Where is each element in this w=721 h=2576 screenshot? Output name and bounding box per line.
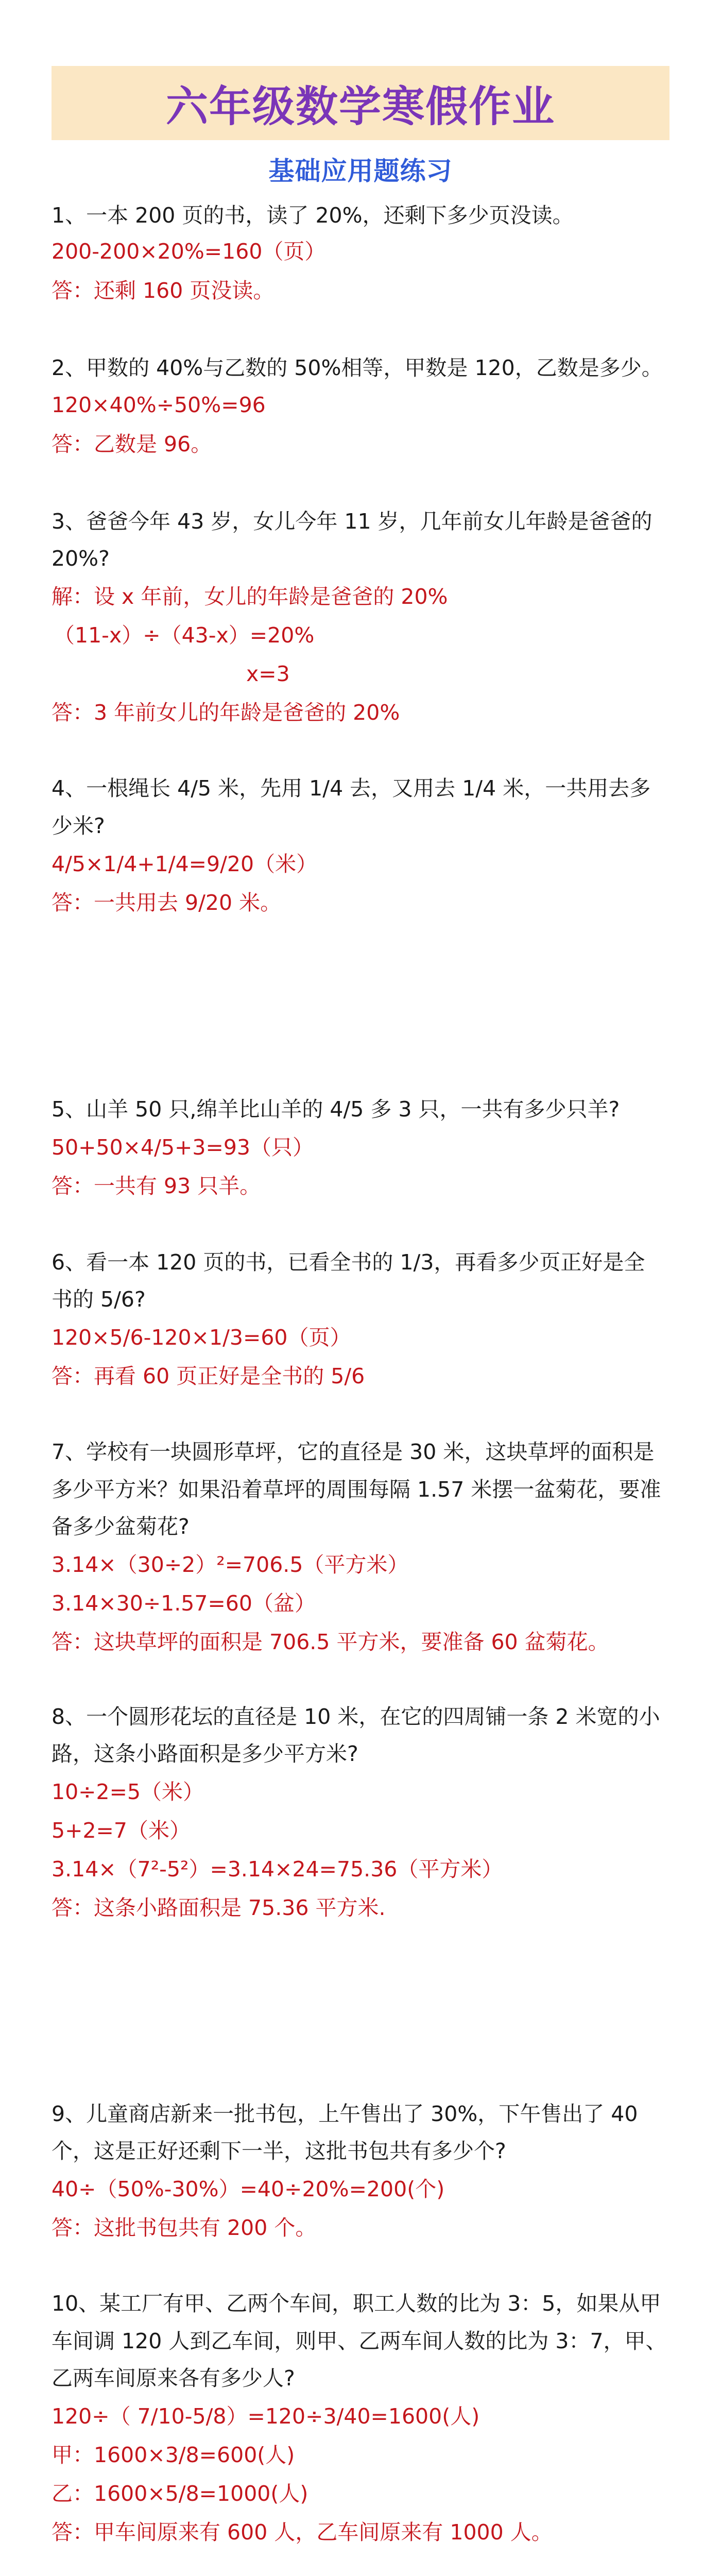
problem-9-solution-line-2: 答：这批书包共有 200 个。 bbox=[52, 2215, 317, 2240]
problem-8-solution-line-3: 3.14×（7²-5²）=3.14×24=75.36（平方米） bbox=[52, 1857, 503, 1882]
problem-3-solution-line-3: x=3 bbox=[246, 662, 290, 686]
problem-5-solution-line-1: 50+50×4/5+3=93（只） bbox=[52, 1135, 314, 1160]
problem-7-question-line-1: 7、学校有一块圆形草坪，它的直径是 30 米，这块草坪的面积是 bbox=[52, 1439, 655, 1464]
problem-9-question-line-1: 9、儿童商店新来一批书包，上午售出了 30%，下午售出了 40 bbox=[52, 2102, 638, 2126]
problem-6-question-line-1: 6、看一本 120 页的书，已看全书的 1/3，再看多少页正好是全 bbox=[52, 1250, 645, 1275]
problem-10-solution-line-3: 乙：1600×5/8=1000(人) bbox=[52, 2481, 308, 2506]
page-subtitle: 基础应用题练习 bbox=[268, 156, 453, 186]
problem-7-solution-line-1: 3.14×（30÷2）²=706.5（平方米） bbox=[52, 1552, 409, 1577]
problem-8-question-line-2: 路，这条小路面积是多少平方米? bbox=[52, 1741, 358, 1766]
problem-3-question-line-1: 3、爸爸今年 43 岁，女儿今年 11 岁，几年前女儿年龄是爸爸的 bbox=[52, 509, 653, 534]
problem-7-question-line-3: 备多少盆菊花? bbox=[52, 1514, 190, 1539]
problem-10-solution-line-2: 甲：1600×3/8=600(人) bbox=[52, 2443, 295, 2467]
problem-8-question-line-1: 8、一个圆形花坛的直径是 10 米，在它的四周铺一条 2 米宽的小 bbox=[52, 1704, 660, 1729]
problem-8-solution-line-2: 5+2=7（米） bbox=[52, 1818, 191, 1843]
problem-6-solution-line-1: 120×5/6-120×1/3=60（页） bbox=[52, 1325, 351, 1350]
problem-4-question-line-2: 少米? bbox=[52, 814, 105, 838]
problem-8-solution-line-1: 10÷2=5（米） bbox=[52, 1780, 204, 1804]
problem-2-solution-line-1: 120×40%÷50%=96 bbox=[52, 393, 266, 417]
problem-7-solution-line-2: 3.14×30÷1.57=60（盆） bbox=[52, 1591, 316, 1616]
problem-1-solution-line-1: 200-200×20%=160（页） bbox=[52, 239, 326, 264]
problem-2-question-line-1: 2、甲数的 40%与乙数的 50%相等，甲数是 120，乙数是多少。 bbox=[52, 355, 663, 380]
problem-1-solution-line-2: 答：还剩 160 页没读。 bbox=[52, 278, 274, 303]
problem-4-question-line-1: 4、一根绳长 4/5 米，先用 1/4 去，又用去 1/4 米，一共用去多 bbox=[52, 776, 651, 801]
problem-10-question-line-1: 10、某工厂有甲、乙两个车间，职工人数的比为 3：5，如果从甲 bbox=[52, 2291, 661, 2316]
problem-8-solution-line-4: 答：这条小路面积是 75.36 平方米. bbox=[52, 1895, 386, 1920]
problem-5-solution-line-2: 答：一共有 93 只羊。 bbox=[52, 1174, 261, 1198]
problem-3-solution-line-2: （11-x）÷（43-x）=20% bbox=[54, 623, 315, 648]
problem-10-question-line-2: 车间调 120 人到乙车间，则甲、乙两车间人数的比为 3：7，甲、 bbox=[52, 2329, 667, 2353]
problem-9-question-line-2: 个，这是正好还剩下一半，这批书包共有多少个? bbox=[52, 2139, 506, 2163]
problem-4-solution-line-1: 4/5×1/4+1/4=9/20（米） bbox=[52, 852, 318, 876]
problem-6-solution-line-2: 答：再看 60 页正好是全书的 5/6 bbox=[52, 1364, 365, 1388]
problem-7-solution-line-3: 答：这块草坪的面积是 706.5 平方米，要准备 60 盆菊花。 bbox=[52, 1630, 609, 1654]
problem-9-solution-line-1: 40÷（50%-30%）=40÷20%=200(个) bbox=[52, 2177, 445, 2201]
page-title: 六年级数学寒假作业 bbox=[165, 82, 555, 131]
title-banner bbox=[52, 66, 670, 140]
problem-5-question-line-1: 5、山羊 50 只,绵羊比山羊的 4/5 多 3 只，一共有多少只羊? bbox=[52, 1097, 620, 1122]
problem-3-question-line-2: 20%? bbox=[52, 546, 110, 571]
problem-10-solution-line-1: 120÷（ 7/10-5/8）=120÷3/40=1600(人) bbox=[52, 2404, 480, 2429]
problem-7-question-line-2: 多少平方米？如果沿着草坪的周围每隔 1.57 米摆一盆菊花，要准 bbox=[52, 1477, 661, 1502]
problem-1-question-line-1: 1、一本 200 页的书，读了 20%，还剩下多少页没读。 bbox=[52, 203, 574, 228]
problem-4-solution-line-2: 答：一共用去 9/20 米。 bbox=[52, 890, 282, 915]
problem-6-question-line-2: 书的 5/6? bbox=[52, 1287, 146, 1312]
problem-3-solution-line-1: 解：设 x 年前，女儿的年龄是爸爸的 20% bbox=[52, 584, 448, 609]
problem-10-question-line-3: 乙两车间原来各有多少人? bbox=[52, 2366, 295, 2391]
problem-3-solution-line-4: 答：3 年前女儿的年龄是爸爸的 20% bbox=[52, 700, 400, 725]
problem-10-solution-line-4: 答：甲车间原来有 600 人，乙车间原来有 1000 人。 bbox=[52, 2520, 553, 2545]
problem-2-solution-line-2: 答：乙数是 96。 bbox=[52, 432, 212, 456]
